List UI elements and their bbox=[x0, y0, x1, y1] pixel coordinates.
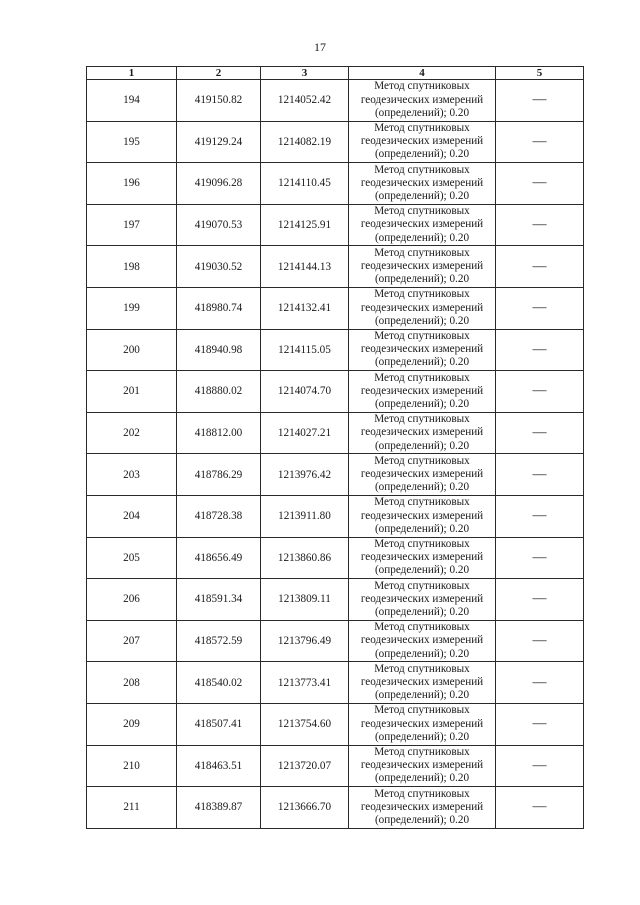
note-cell: — bbox=[496, 412, 584, 454]
method-line: геодезических измерений bbox=[360, 426, 484, 439]
page-number: 17 bbox=[314, 40, 326, 54]
y-coordinate-cell: 1214052.42 bbox=[261, 80, 349, 122]
method-line: Метод спутниковых bbox=[374, 330, 470, 343]
table-body bbox=[87, 80, 584, 829]
y-coordinate-cell: 1213809.11 bbox=[261, 579, 349, 621]
x-coordinate-cell: 418786.29 bbox=[177, 454, 261, 496]
x-coordinate-cell: 419096.28 bbox=[177, 163, 261, 205]
table-row bbox=[87, 246, 584, 288]
method-line: (определений); 0.20 bbox=[374, 148, 470, 161]
y-coordinate-cell: 1214115.05 bbox=[261, 329, 349, 371]
method-line: геодезических измерений bbox=[360, 800, 484, 813]
header-col-5: 5 bbox=[496, 67, 584, 80]
header-col-1: 1 bbox=[87, 67, 177, 80]
method-line: геодезических измерений bbox=[360, 301, 484, 314]
table-row bbox=[87, 163, 584, 205]
method-cell bbox=[349, 662, 496, 704]
point-number-cell: 202 bbox=[87, 412, 177, 454]
method-line: Метод спутниковых bbox=[374, 538, 470, 551]
method-line: геодезических измерений bbox=[360, 135, 484, 148]
method-line: Метод спутниковых bbox=[374, 163, 470, 176]
table-row bbox=[87, 121, 584, 163]
method-cell bbox=[349, 537, 496, 579]
method-line: (определений); 0.20 bbox=[374, 356, 470, 369]
table-row bbox=[87, 787, 584, 829]
y-coordinate-cell: 1214125.91 bbox=[261, 204, 349, 246]
note-cell: — bbox=[496, 329, 584, 371]
method-line: Метод спутниковых bbox=[374, 246, 470, 259]
method-cell bbox=[349, 163, 496, 205]
point-number-cell: 195 bbox=[87, 121, 177, 163]
method-line: Метод спутниковых bbox=[374, 371, 470, 384]
method-line: геодезических измерений bbox=[360, 676, 484, 688]
x-coordinate-cell: 418812.00 bbox=[177, 412, 261, 454]
x-coordinate-cell: 419030.52 bbox=[177, 246, 261, 288]
table-row bbox=[87, 745, 584, 787]
method-line: (определений); 0.20 bbox=[374, 439, 470, 452]
method-line: Метод спутниковых bbox=[374, 122, 470, 135]
x-coordinate-cell: 418572.59 bbox=[177, 620, 261, 662]
table-row bbox=[87, 579, 584, 621]
method-line: Метод спутниковых bbox=[374, 787, 470, 800]
x-coordinate-cell: 418656.49 bbox=[177, 537, 261, 579]
note-cell: — bbox=[496, 287, 584, 329]
note-cell: — bbox=[496, 787, 584, 829]
note-cell: — bbox=[496, 246, 584, 288]
table-row bbox=[87, 329, 584, 371]
method-line: геодезических измерений bbox=[360, 634, 484, 647]
method-line: Метод спутниковых bbox=[374, 80, 470, 93]
point-number-cell: 200 bbox=[87, 329, 177, 371]
method-line: геодезических измерений bbox=[360, 176, 484, 189]
method-line: Метод спутниковых bbox=[374, 704, 470, 717]
method-line: (определений); 0.20 bbox=[374, 106, 470, 119]
point-number-cell: 205 bbox=[87, 537, 177, 579]
table-row bbox=[87, 620, 584, 662]
point-number-cell: 209 bbox=[87, 703, 177, 745]
y-coordinate-cell: 1214132.41 bbox=[261, 287, 349, 329]
method-line: Метод спутниковых bbox=[374, 745, 470, 758]
method-line: геодезических измерений bbox=[360, 218, 484, 231]
method-cell bbox=[349, 620, 496, 662]
table-row bbox=[87, 204, 584, 246]
y-coordinate-cell: 1213911.80 bbox=[261, 495, 349, 537]
y-coordinate-cell: 1214082.19 bbox=[261, 121, 349, 163]
method-line: (определений); 0.20 bbox=[374, 522, 470, 535]
method-cell bbox=[349, 787, 496, 829]
header-row bbox=[87, 67, 584, 80]
y-coordinate-cell: 1214144.13 bbox=[261, 246, 349, 288]
method-line: Метод спутниковых bbox=[374, 496, 470, 509]
note-cell: — bbox=[496, 662, 584, 704]
note-cell: — bbox=[496, 163, 584, 205]
header-col-3: 3 bbox=[261, 67, 349, 80]
method-line: (определений); 0.20 bbox=[374, 730, 470, 743]
method-line: Метод спутниковых bbox=[374, 662, 470, 675]
method-line: геодезических измерений bbox=[360, 717, 484, 730]
method-line: геодезических измерений bbox=[360, 93, 484, 106]
x-coordinate-cell: 418880.02 bbox=[177, 371, 261, 413]
note-cell: — bbox=[496, 454, 584, 496]
method-cell bbox=[349, 121, 496, 163]
method-cell bbox=[349, 329, 496, 371]
method-line: Метод спутниковых bbox=[374, 205, 470, 218]
x-coordinate-cell: 419070.53 bbox=[177, 204, 261, 246]
point-number-cell: 194 bbox=[87, 80, 177, 122]
method-line: геодезических измерений bbox=[360, 384, 484, 397]
note-cell: — bbox=[496, 121, 584, 163]
x-coordinate-cell: 419129.24 bbox=[177, 121, 261, 163]
x-coordinate-cell: 418463.51 bbox=[177, 745, 261, 787]
point-number-cell: 201 bbox=[87, 371, 177, 413]
header-col-4: 4 bbox=[349, 67, 496, 80]
table-row bbox=[87, 537, 584, 579]
y-coordinate-cell: 1214110.45 bbox=[261, 163, 349, 205]
method-line: геодезических измерений bbox=[360, 551, 484, 564]
table-row bbox=[87, 371, 584, 413]
note-cell: — bbox=[496, 495, 584, 537]
note-cell: — bbox=[496, 80, 584, 122]
method-line: геодезических измерений bbox=[360, 468, 484, 481]
method-line: геодезических измерений bbox=[360, 592, 484, 605]
point-number-cell: 203 bbox=[87, 454, 177, 496]
method-line: Метод спутниковых bbox=[374, 621, 470, 634]
point-number-cell: 207 bbox=[87, 620, 177, 662]
table-row bbox=[87, 80, 584, 122]
method-line: Метод спутниковых bbox=[374, 579, 470, 592]
note-cell: — bbox=[496, 703, 584, 745]
method-cell bbox=[349, 204, 496, 246]
note-cell: — bbox=[496, 537, 584, 579]
method-cell bbox=[349, 371, 496, 413]
method-line: (определений); 0.20 bbox=[374, 564, 470, 577]
note-cell: — bbox=[496, 579, 584, 621]
table-row bbox=[87, 703, 584, 745]
method-line: (определений); 0.20 bbox=[374, 606, 470, 619]
note-cell: — bbox=[496, 204, 584, 246]
method-line: (определений); 0.20 bbox=[374, 647, 470, 660]
method-line: Метод спутниковых bbox=[374, 413, 470, 426]
point-number-cell: 199 bbox=[87, 287, 177, 329]
method-line: (определений); 0.20 bbox=[374, 314, 470, 327]
table-row bbox=[87, 287, 584, 329]
method-line: Метод спутниковых bbox=[374, 454, 470, 467]
y-coordinate-cell: 1213796.49 bbox=[261, 620, 349, 662]
point-number-cell: 196 bbox=[87, 163, 177, 205]
note-cell: — bbox=[496, 371, 584, 413]
method-cell bbox=[349, 703, 496, 745]
method-line: геодезических измерений bbox=[360, 343, 484, 356]
method-line: (определений); 0.20 bbox=[374, 398, 470, 411]
table-row bbox=[87, 412, 584, 454]
method-line: геодезических измерений bbox=[360, 509, 484, 522]
method-line: (определений); 0.20 bbox=[374, 689, 470, 702]
point-number-cell: 197 bbox=[87, 204, 177, 246]
y-coordinate-cell: 1213773.41 bbox=[261, 662, 349, 704]
x-coordinate-cell: 418507.41 bbox=[177, 703, 261, 745]
point-number-cell: 210 bbox=[87, 745, 177, 787]
coordinates-table bbox=[86, 66, 584, 829]
x-coordinate-cell: 418389.87 bbox=[177, 787, 261, 829]
method-cell bbox=[349, 579, 496, 621]
y-coordinate-cell: 1213976.42 bbox=[261, 454, 349, 496]
method-cell bbox=[349, 246, 496, 288]
x-coordinate-cell: 418728.38 bbox=[177, 495, 261, 537]
method-cell bbox=[349, 80, 496, 122]
method-line: (определений); 0.20 bbox=[374, 772, 470, 785]
method-line: (определений); 0.20 bbox=[374, 190, 470, 203]
x-coordinate-cell: 419150.82 bbox=[177, 80, 261, 122]
method-cell bbox=[349, 287, 496, 329]
method-cell bbox=[349, 745, 496, 787]
header-col-2: 2 bbox=[177, 67, 261, 80]
y-coordinate-cell: 1214074.70 bbox=[261, 371, 349, 413]
method-line: Метод спутниковых bbox=[374, 288, 470, 301]
point-number-cell: 211 bbox=[87, 787, 177, 829]
method-line: геодезических измерений bbox=[360, 260, 484, 273]
method-cell bbox=[349, 454, 496, 496]
x-coordinate-cell: 418940.98 bbox=[177, 329, 261, 371]
method-line: (определений); 0.20 bbox=[374, 813, 470, 826]
method-cell bbox=[349, 412, 496, 454]
x-coordinate-cell: 418591.34 bbox=[177, 579, 261, 621]
y-coordinate-cell: 1214027.21 bbox=[261, 412, 349, 454]
table-row bbox=[87, 454, 584, 496]
method-line: геодезических измерений bbox=[360, 759, 484, 772]
method-line: (определений); 0.20 bbox=[374, 481, 470, 494]
point-number-cell: 198 bbox=[87, 246, 177, 288]
note-cell: — bbox=[496, 620, 584, 662]
table-row bbox=[87, 495, 584, 537]
method-line: (определений); 0.20 bbox=[374, 273, 470, 286]
table-row bbox=[87, 662, 584, 704]
method-line: (определений); 0.20 bbox=[374, 231, 470, 244]
x-coordinate-cell: 418540.02 bbox=[177, 662, 261, 704]
method-cell bbox=[349, 495, 496, 537]
y-coordinate-cell: 1213754.60 bbox=[261, 703, 349, 745]
note-cell: — bbox=[496, 745, 584, 787]
x-coordinate-cell: 418980.74 bbox=[177, 287, 261, 329]
y-coordinate-cell: 1213860.86 bbox=[261, 537, 349, 579]
y-coordinate-cell: 1213720.07 bbox=[261, 745, 349, 787]
y-coordinate-cell: 1213666.70 bbox=[261, 787, 349, 829]
point-number-cell: 206 bbox=[87, 579, 177, 621]
point-number-cell: 204 bbox=[87, 495, 177, 537]
point-number-cell: 208 bbox=[87, 662, 177, 704]
